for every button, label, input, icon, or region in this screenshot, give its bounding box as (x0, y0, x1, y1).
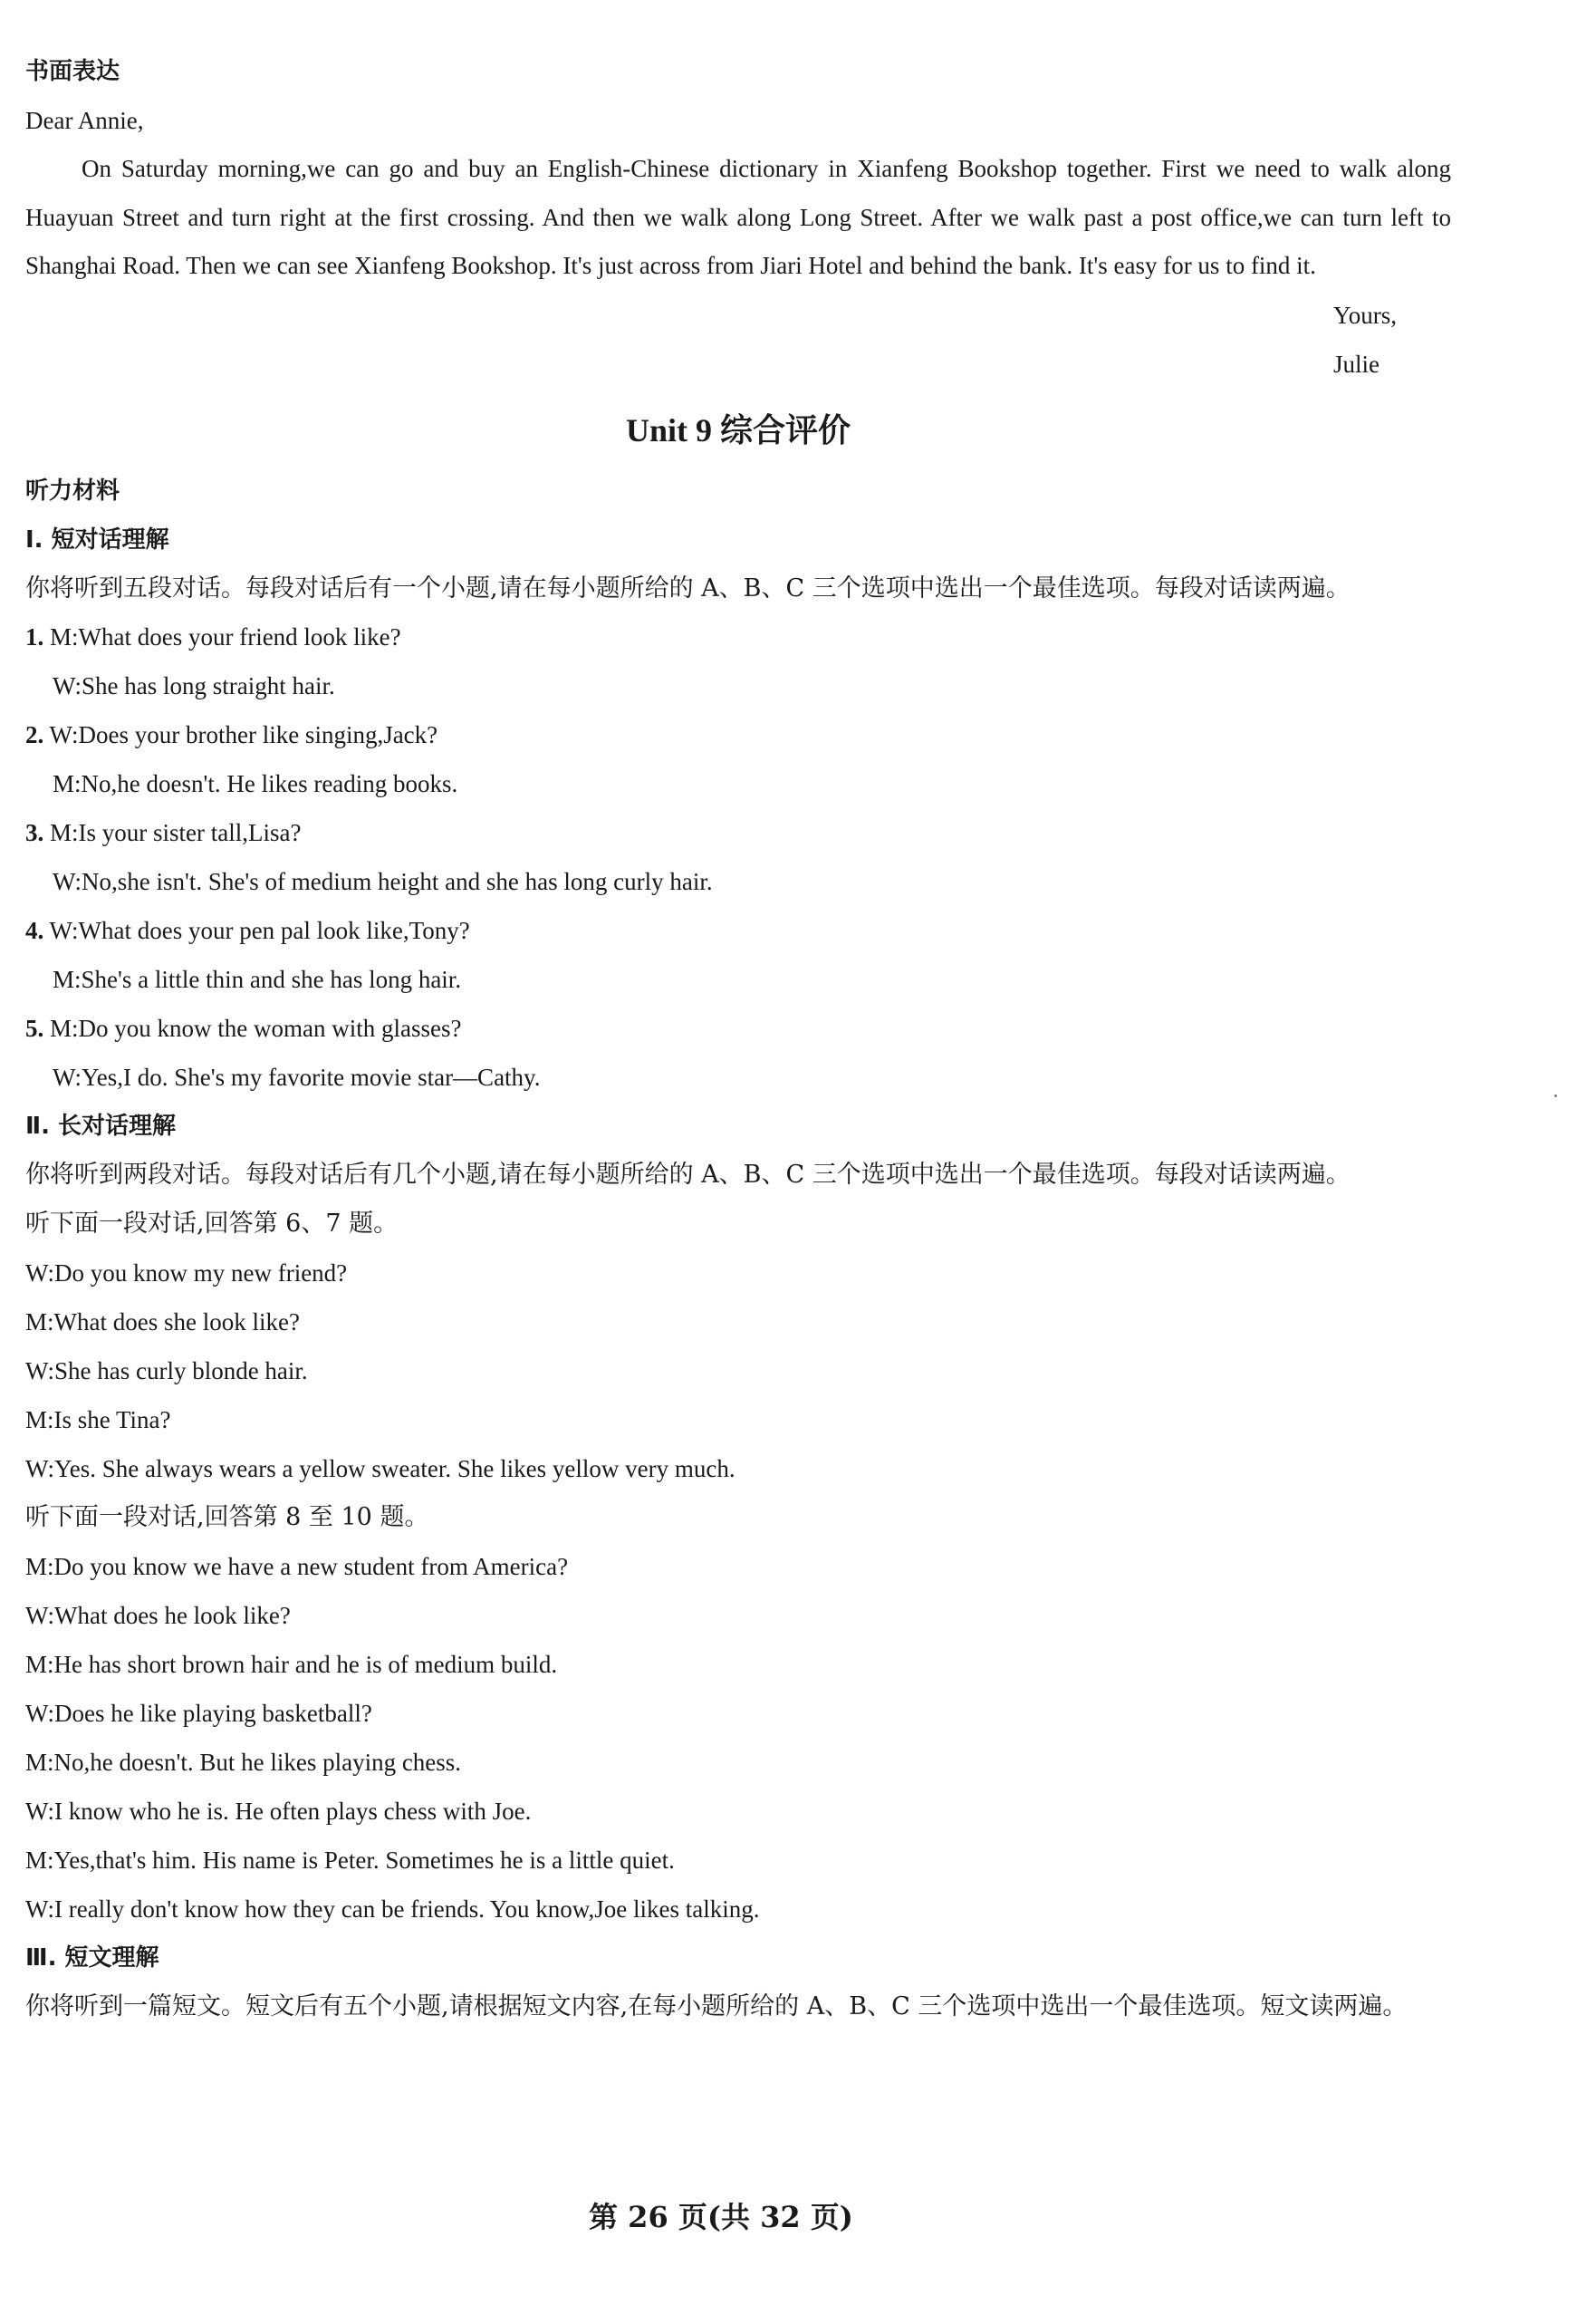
section1-item (25, 906, 1451, 1004)
unit-title: Unit 9 综合评价 (625, 411, 851, 448)
section1-item (25, 710, 1451, 808)
section1-heading: Ⅰ. 短对话理解 (25, 526, 169, 554)
dialog-line: M:He has short brown hair and he is of medium build. (25, 1650, 558, 1678)
dialog-line: W:She has long straight hair. (53, 672, 335, 699)
letter-signature-block (1333, 291, 1433, 389)
dialog-line: M:What does your friend look like? (50, 623, 401, 651)
dialog-line: M:What does she look like? (25, 1307, 300, 1336)
letter-closing: Yours, (1333, 301, 1398, 329)
dialog-line: W:Yes,I do. She's my favorite movie star—Cathy. (53, 1064, 541, 1091)
dialog-line: M:No,he doesn't. He likes reading books. (53, 770, 458, 797)
dialog-line: W:I really don't know how they can be friends. You know,Joe likes talking. (25, 1895, 760, 1923)
dialog-line: W:What does your pen pal look like,Tony? (49, 917, 470, 944)
page-footer: 第 26 页(共 32 页) (589, 2200, 853, 2234)
letter-salutation: Dear Annie, (25, 107, 144, 134)
dialog-line: W:No,she isn't. She's of medium height and she has long curly hair. (53, 868, 713, 895)
item-number: 1. (25, 623, 44, 651)
dialog-line: W:Do you know my new friend? (25, 1258, 348, 1287)
item-number: 3. (25, 819, 44, 846)
letter-signature: Julie (1333, 350, 1380, 378)
section1-item (25, 612, 1451, 710)
scan-dot (1554, 1094, 1557, 1097)
dialog2-intro: 听下面一段对话,回答第 8 至 10 题。 (25, 1502, 429, 1531)
item-number: 5. (25, 1015, 44, 1042)
writing-heading: 书面表达 (25, 58, 120, 85)
section1-item (25, 1004, 1451, 1102)
letter-body: On Saturday morning,we can go and buy an English-Chinese dictionary in Xianfeng Bookshop together. First we need to walk along Huayuan Street and turn right at the first crossing. And then we walk along Long Street. After we walk past a post office,we can turn left to Shanghai Road. Then we can see Xianfeng Bookshop. It's just across from Jiari Hotel and behind the bank. It's easy for us to find it. (25, 155, 1451, 279)
section2-heading: Ⅱ. 长对话理解 (25, 1113, 177, 1140)
dialog-line: W:She has curly blonde hair. (25, 1356, 308, 1384)
item-number: 4. (25, 917, 44, 944)
dialog-line: W:Does he like playing basketball? (25, 1699, 372, 1727)
section1-instruction: 你将听到五段对话。每段对话后有一个小题,请在每小题所给的 A、B、C 三个选项中选出一个最佳选项。每段对话读两遍。 (25, 574, 1351, 603)
section1-item (25, 808, 1451, 906)
dialog-line: W:Yes. She always wears a yellow sweater. She likes yellow very much. (25, 1454, 736, 1482)
dialog1-intro: 听下面一段对话,回答第 6、7 题。 (25, 1209, 399, 1238)
dialog-line: M:Yes,that's him. His name is Peter. Sometimes he is a little quiet. (25, 1846, 675, 1874)
section3-instruction: 你将听到一篇短文。短文后有五个小题,请根据短文内容,在每小题所给的 A、B、C 三个选项中选出一个最佳选项。短文读两遍。 (25, 1991, 1408, 2020)
dialog-line: W:I know who he is. He often plays chess with Joe. (25, 1797, 532, 1825)
dialog-line: M:Do you know the woman with glasses? (50, 1015, 462, 1042)
item-number: 2. (25, 721, 44, 748)
section3-heading: Ⅲ. 短文理解 (25, 1943, 159, 1972)
dialog-line: W:What does he look like? (25, 1601, 291, 1629)
dialog-line: M:Is she Tina? (25, 1405, 171, 1433)
dialog-line: W:Does your brother like singing,Jack? (49, 721, 438, 748)
listening-heading: 听力材料 (25, 477, 120, 505)
dialog-line: M:She's a little thin and she has long hair. (53, 966, 462, 993)
dialog-line: M:No,he doesn't. But he likes playing chess. (25, 1748, 462, 1776)
section2-instruction: 你将听到两段对话。每段对话后有几个小题,请在每小题所给的 A、B、C 三个选项中选出一个最佳选项。每段对话读两遍。 (25, 1161, 1351, 1189)
dialog-line: M:Do you know we have a new student from America? (25, 1552, 569, 1580)
dialog-line: M:Is your sister tall,Lisa? (50, 819, 302, 846)
